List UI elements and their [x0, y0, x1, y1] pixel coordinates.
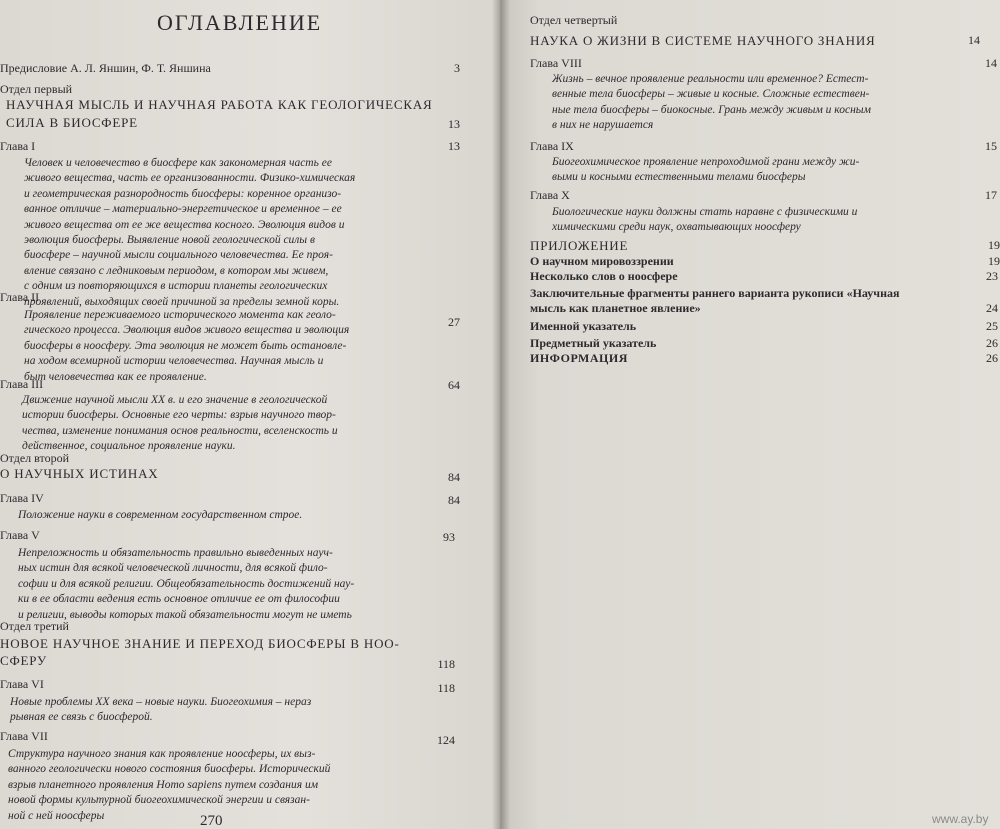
ch2-summary: Проявление переживаемого исторического момента как геоло- гического процесса. Эволюция видов живого вещества и эволюция биосферы в ноосферу. Эта эволюция не может быть остановле- на ходом всемирной истории человечества. Научная мысль и быт человечества как ее проявление.	[24, 309, 350, 383]
part1-label: Отдел первый	[0, 82, 73, 96]
part4-label: Отдел четвертый	[530, 13, 618, 27]
part3-page: 118	[437, 657, 455, 671]
part4-page: 14	[968, 33, 980, 47]
watermark: www.ay.by	[932, 812, 989, 826]
part2-label: Отдел второй	[0, 451, 70, 465]
ch10-summary: Биологические науки должны стать наравне с физическими и химическими среди наук, охватывающих ноосферу	[552, 206, 858, 234]
ch5-summary: Непреложность и обязательность правильно выведенных науч- ных истин для всякой человеческой личности, для всякой фило- софии и для всякой религии. Общеобязательность достижений нау- ки в ее области ведения есть основное отличие ее от философии и религии, выводы которых такой обязательности могут не иметь	[18, 547, 355, 621]
part4-title: НАУКА О ЖИЗНИ В СИСТЕМЕ НАУЧНОГО ЗНАНИЯ	[530, 33, 876, 48]
ch3-label: Глава III	[0, 377, 44, 391]
ch7-summary: Структура научного знания как проявление ноосферы, их выз- ванного геологически нового состояния биосферы. Исторический взрыв планетного проявления Homo sapiens путем создания им новой формы культурной биогеохимической энергии и связан- ной с ней ноосферы	[8, 748, 331, 822]
part3-label: Отдел третий	[0, 619, 69, 633]
appendix-item: мысль как планетное явление»	[530, 301, 701, 315]
ch9-page: 15	[985, 139, 997, 153]
preface-entry: Предисловие А. Л. Яншин, Ф. Т. Яншина	[0, 61, 211, 75]
ch4-summary: Положение науки в современном государственном строе.	[18, 509, 303, 521]
part3-title-line1: НОВОЕ НАУЧНОЕ ЗНАНИЕ И ПЕРЕХОД БИОСФЕРЫ В НОО-	[0, 636, 400, 651]
right-page	[500, 0, 1000, 829]
appendix-item-page: 26	[986, 351, 998, 365]
appendix-item: Предметный указатель	[530, 336, 657, 350]
ch1-page: 13	[448, 139, 460, 153]
ch2-label: Глава II	[0, 290, 40, 304]
appendix-item-page: 19	[988, 254, 1000, 268]
ch9-summary: Биогеохимическое проявление непроходимой грани между жи- выми и косными естественными телами биосферы	[552, 156, 860, 184]
appendix-item: Именной указатель	[530, 319, 637, 333]
part2-page: 84	[448, 470, 460, 484]
appendix-item: Несколько слов о ноосфере	[530, 269, 678, 283]
part3-title-line2: СФЕРУ	[0, 653, 47, 668]
ch10-page: 17	[985, 188, 997, 202]
book-gutter	[492, 0, 510, 829]
ch4-label: Глава IV	[0, 491, 44, 505]
ch5-page: 93	[443, 530, 455, 544]
ch8-page: 14	[985, 56, 997, 70]
appendix-page: 19	[988, 238, 1000, 252]
appendix-item: Заключительные фрагменты раннего варианта рукописи «Научная	[530, 286, 900, 300]
ch6-label: Глава VI	[0, 677, 44, 691]
ch1-label: Глава I	[0, 139, 36, 153]
ch9-label: Глава IX	[530, 139, 574, 153]
ch3-summary: Движение научной мысли XX в. и его значение в геологической истории биосферы. Основные его черты: взрыв научного твор- чества, изменение понимания основ реальности, вселенскость и действенное, социальное проявление науки.	[22, 394, 338, 453]
appendix-title: ПРИЛОЖЕНИЕ	[530, 238, 629, 253]
ch4-page: 84	[448, 493, 460, 507]
ch5-label: Глава V	[0, 528, 40, 542]
ch6-page: 118	[437, 681, 455, 695]
ch8-label: Глава VIII	[530, 56, 582, 70]
appendix-item-page: 24	[986, 301, 998, 315]
preface-page: 3	[454, 61, 460, 75]
ch10-label: Глава X	[530, 188, 570, 202]
ch7-page: 124	[437, 733, 455, 747]
part1-title-line1: НАУЧНАЯ МЫСЛЬ И НАУЧНАЯ РАБОТА КАК ГЕОЛОГИЧЕСКАЯ	[6, 97, 433, 112]
page-title: ОГЛАВЛЕНИЕ	[157, 10, 323, 35]
appendix-item: ИНФОРМАЦИЯ	[530, 351, 628, 365]
appendix-item: О научном мировоззрении	[530, 254, 674, 268]
ch3-page: 64	[448, 378, 460, 392]
page-number: 270	[200, 813, 223, 829]
part2-title: О НАУЧНЫХ ИСТИНАХ	[0, 466, 159, 481]
ch8-summary: Жизнь – вечное проявление реальности или временное? Естест- венные тела биосферы – живые и косные. Сложные естествен- ные тела биосферы – биокосные. Грань между живым и косным в них не нарушается	[552, 73, 871, 132]
ch2-page: 27	[448, 315, 460, 329]
appendix-item-page: 23	[986, 269, 998, 283]
ch1-summary: Человек и человечество в биосфере как закономерная часть ее живого вещества, часть ее организованности. Физико-химическая и геометрическая разнородность биосферы: коренное организо- ванное отличие – материально-энергетическое и временное – ее живого вещества от ее же вещества косного. Эволюция видов и эволюция биосферы. Выявление новой геологической силы в биосфере – научной мысли социального человечества. Ее проя- вление связано с ледниковым периодом, в котором мы живем, с одним из повторяющихся в истории планеты геологических проявлений, выходящих своей причиной за пределы земной коры.	[24, 157, 356, 308]
appendix-item-page: 26	[986, 336, 998, 350]
ch7-label: Глава VII	[0, 729, 48, 743]
appendix-item-page: 25	[986, 319, 998, 333]
ch6-summary: Новые проблемы XX века – новые науки. Биогеохимия – нераз рывная ее связь с биосферой.	[10, 696, 312, 724]
part1-title-line2: СИЛА В БИОСФЕРЕ	[6, 115, 138, 130]
part1-page: 13	[448, 117, 460, 131]
